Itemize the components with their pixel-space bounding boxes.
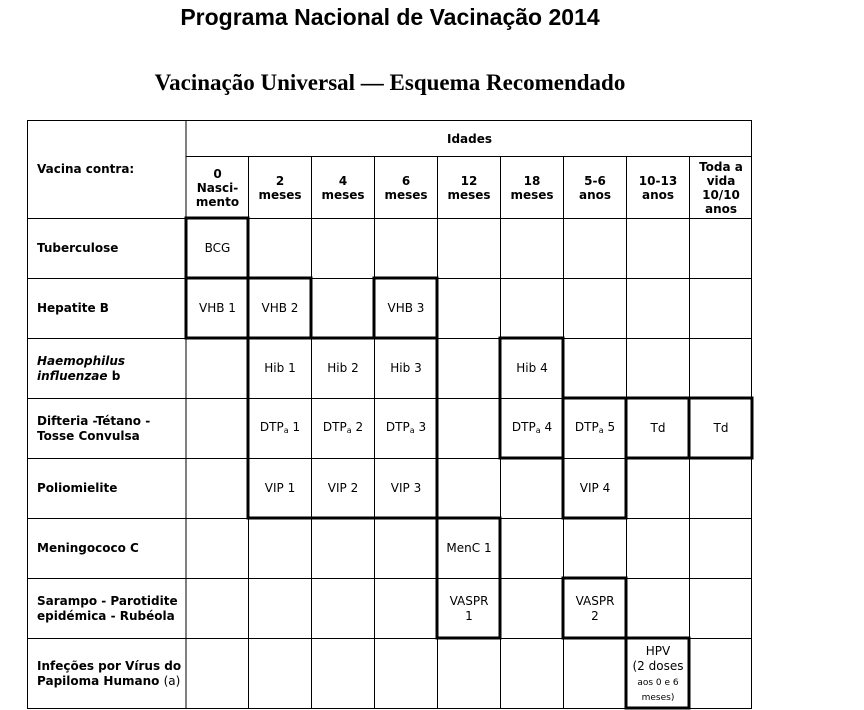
age-5-6y-header: 5-6 anos <box>578 173 612 202</box>
page-title: Programa Nacional de Vacinação 2014 <box>180 4 600 30</box>
row-label-sarampo: Sarampo - Parotidite epidémica - Rubéola <box>37 593 178 623</box>
cell-hib1: Hib 1 <box>264 361 296 375</box>
row-label-hepatite-b: Hepatite B <box>37 301 109 315</box>
cell-dtp2: $DTP_a$ 2 <box>322 419 364 435</box>
cell-vhb2: VHB 2 <box>261 301 299 315</box>
cell-dtp4: $DTP_a$ 4 <box>511 419 553 435</box>
age-6m-header: 6 meses <box>384 173 428 202</box>
cell-dtp5: $DTP_a$ 5 <box>574 419 616 435</box>
cell-bcg: BCG <box>204 241 231 255</box>
row-label-meningococo: Meningococo C <box>37 541 139 555</box>
age-0-header: 0 Nasci- mento <box>195 166 240 209</box>
cell-vhb1: VHB 1 <box>199 301 236 315</box>
cell-vaspr1: VASPR 1 <box>449 593 489 623</box>
row-label-tuberculose: Tuberculose <box>37 241 119 255</box>
row-label-poliomielite: Poliomielite <box>37 481 118 495</box>
age-2m-header: 2 meses <box>258 173 302 202</box>
cell-menc1: MenC 1 <box>446 541 492 555</box>
page-subtitle: Vacinação Universal — Esquema Recomendado <box>154 70 626 95</box>
cell-vhb3: VHB 3 <box>387 301 425 315</box>
cell-vip2: VIP 2 <box>327 481 359 495</box>
cell-hib3: Hib 3 <box>390 361 422 375</box>
row-label-difteria: Difteria -Tétano - Tosse Convulsa <box>37 413 151 443</box>
cell-vip4: VIP 4 <box>579 481 611 495</box>
cell-vip1: VIP 1 <box>264 481 296 495</box>
cell-hpv: HPV (2 doses aos 0 e 6 meses) <box>632 643 684 703</box>
age-lifelong-header: Toda a vida 10/10 anos <box>699 159 743 216</box>
cell-vip3: VIP 3 <box>390 481 422 495</box>
row-label-haemophilus: Haemophilus influenzae b <box>37 353 126 383</box>
age-18m-header: 18 meses <box>510 173 554 202</box>
vaccine-column-header: Vacina contra: <box>37 162 135 176</box>
cell-dtp3: $DTP_a$ 3 <box>385 419 427 435</box>
cell-vaspr2: VASPR 2 <box>575 593 615 623</box>
cell-td-10-13: Td <box>650 421 666 435</box>
age-10-13y-header: 10-13 anos <box>638 173 678 202</box>
cell-hib4: Hib 4 <box>516 361 548 375</box>
age-12m-header: 12 meses <box>447 173 491 202</box>
cell-hib2: Hib 2 <box>327 361 359 375</box>
cell-td-lifelong: Td <box>713 421 729 435</box>
age-4m-header: 4 meses <box>321 173 365 202</box>
row-label-hpv: Infeções por Vírus do Papiloma Humano (a) <box>37 658 182 688</box>
cell-dtp1: $DTP_a$ 1 <box>259 419 301 435</box>
ages-header: Idades <box>446 131 493 146</box>
